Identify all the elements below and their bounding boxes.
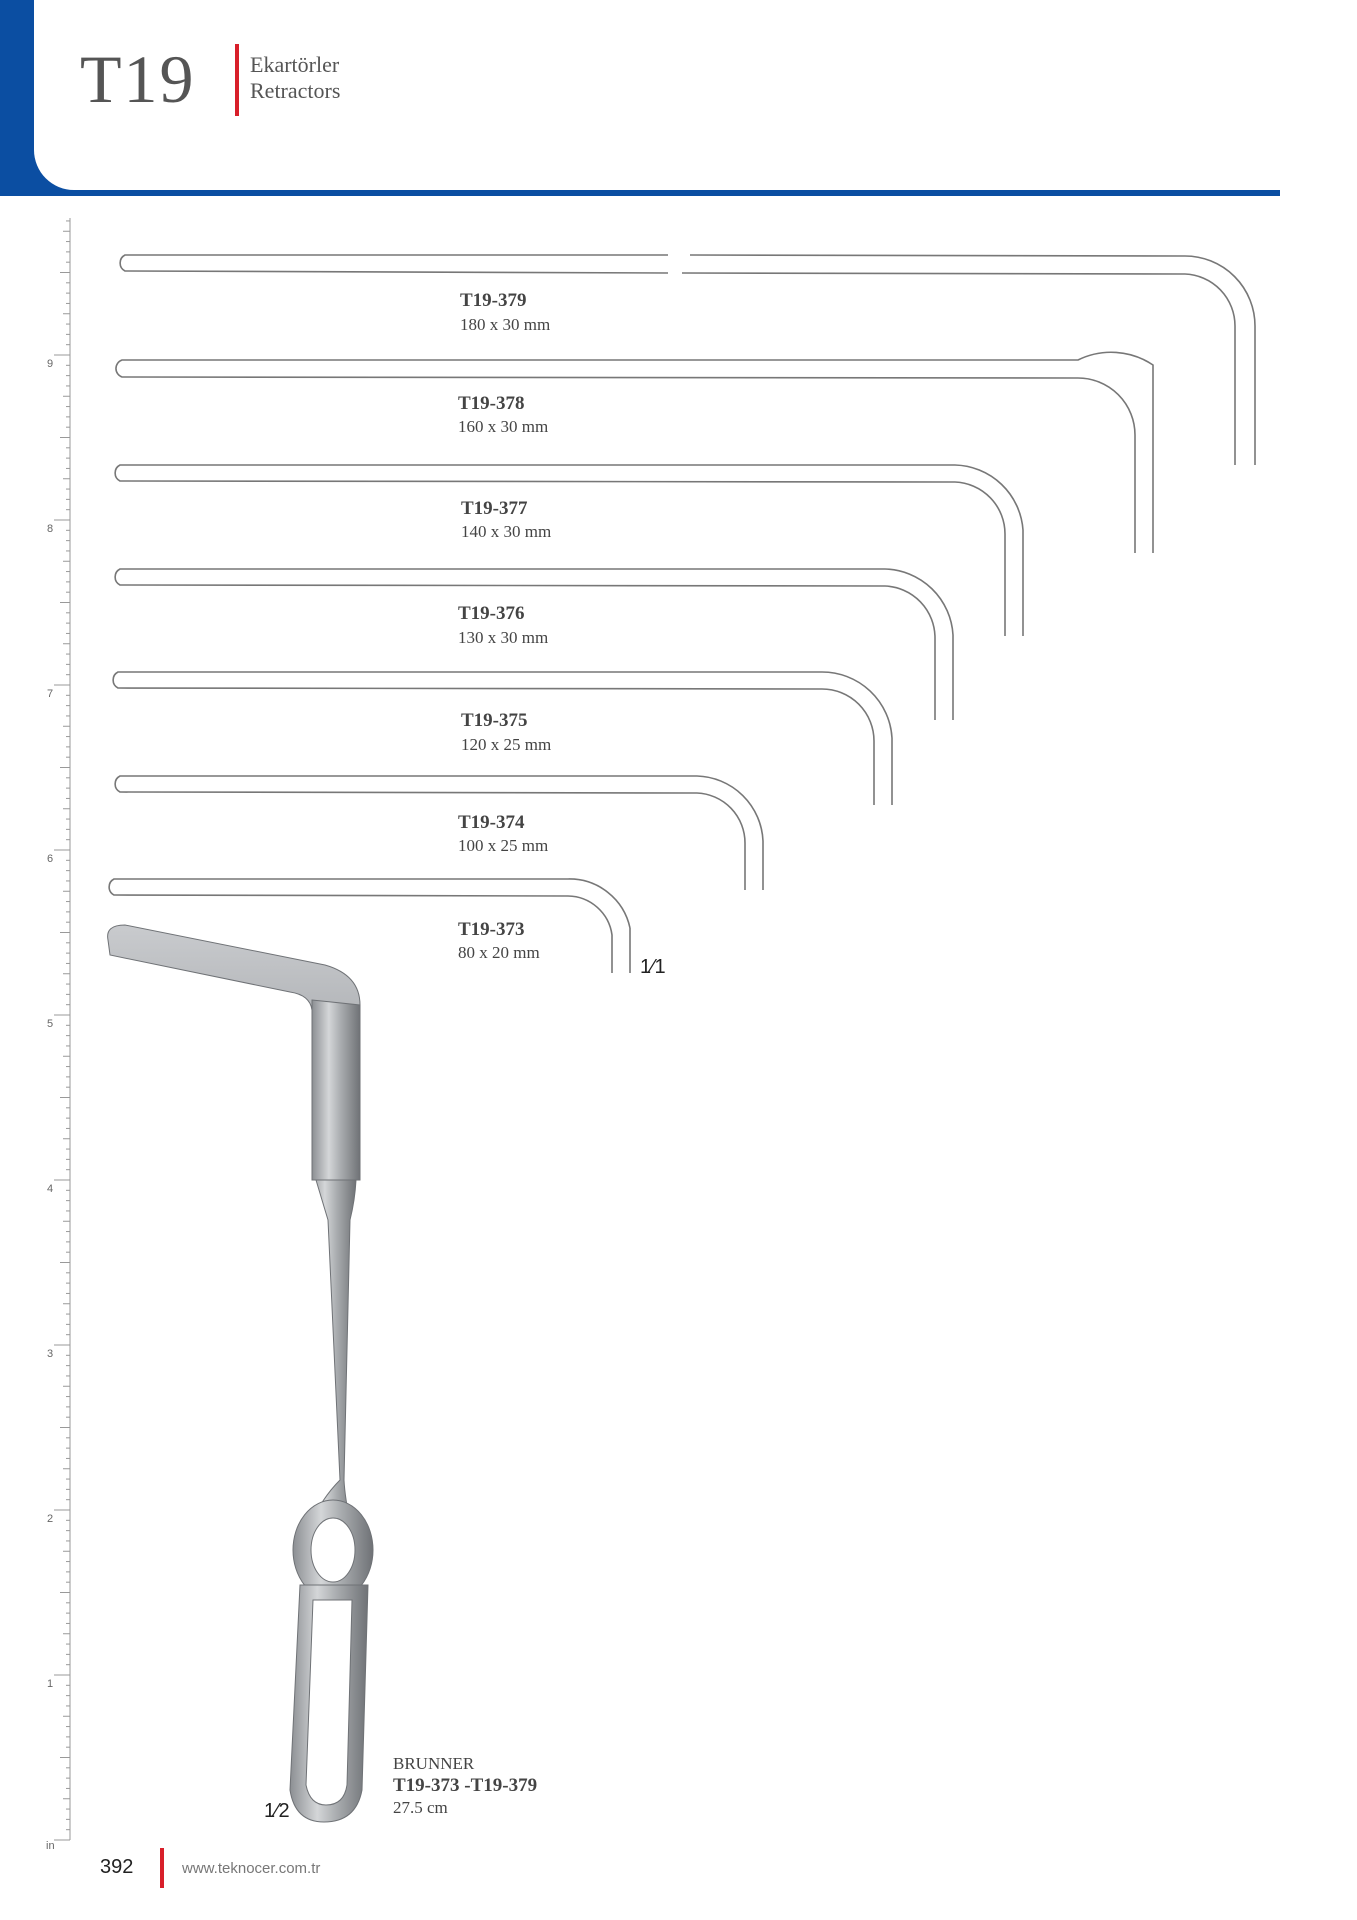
blade-outline-t19-377 <box>115 465 1023 636</box>
item-size: 180 x 30 mm <box>460 315 551 334</box>
scale-1-2: 1⁄2 <box>264 1800 290 1822</box>
ruler-number: 2 <box>47 1513 54 1525</box>
item-code: T19-378 <box>458 393 525 414</box>
item-size: 160 x 30 mm <box>458 417 549 436</box>
item-code: T19-373 <box>458 919 525 940</box>
ruler-unit: in <box>46 1840 55 1852</box>
ruler-number: 7 <box>47 688 54 700</box>
product-length: 27.5 cm <box>393 1798 448 1817</box>
page-number: 392 <box>100 1856 134 1878</box>
item-size: 120 x 25 mm <box>461 735 552 754</box>
product-code-range: T19-373 -T19-379 <box>393 1775 538 1796</box>
item-size: 130 x 30 mm <box>458 628 549 647</box>
product-name: BRUNNER <box>393 1754 475 1773</box>
ruler-number: 3 <box>47 1348 54 1360</box>
ruler-number: 5 <box>47 1018 54 1030</box>
brunner-retractor-photo <box>108 925 373 1822</box>
ruler-number: 9 <box>47 358 54 370</box>
item-code: T19-379 <box>460 290 527 311</box>
item-code: T19-374 <box>458 812 525 833</box>
scale-1-1: 1⁄1 <box>640 956 666 978</box>
category-title-tr: Ekartörler <box>250 52 340 77</box>
category-title-en: Retractors <box>250 78 341 103</box>
series-code: T19 <box>80 41 196 117</box>
blade-outline-t19-374 <box>115 776 763 890</box>
blade-outline-t19-378 <box>116 352 1153 553</box>
ruler-number: 1 <box>47 1678 54 1690</box>
item-code: T19-376 <box>458 603 525 624</box>
footer-divider <box>160 1848 164 1888</box>
item-code: T19-375 <box>461 710 528 731</box>
ruler-number: 6 <box>47 853 54 865</box>
item-size: 100 x 25 mm <box>458 836 549 855</box>
item-size: 80 x 20 mm <box>458 943 540 962</box>
ruler-number: 8 <box>47 523 54 535</box>
item-size: 140 x 30 mm <box>461 522 552 541</box>
ruler-number: 4 <box>47 1183 54 1195</box>
website-link[interactable]: www.teknocer.com.tr <box>182 1860 321 1877</box>
item-code: T19-377 <box>461 498 528 519</box>
